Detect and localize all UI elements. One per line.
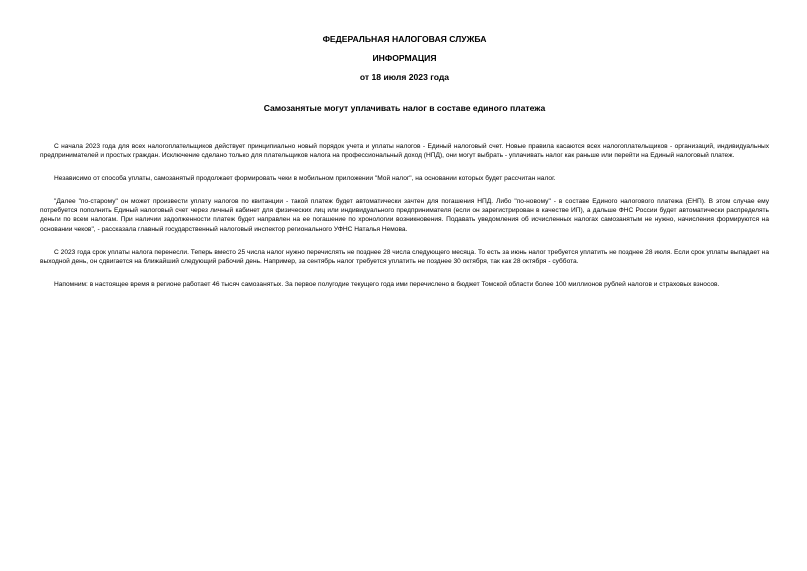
paragraph-receipts: Независимо от способа уплаты, самозанятый продолжает формировать чеки в мобильном приложении "Мой налог", на основании которых будет рассчитан налог. xyxy=(54,175,556,183)
paragraph-deadline: С 2023 года срок уплаты налога перенесли. Теперь вместо 25 числа налог нужно перечислять не позднее 28 числа следующего месяца. То есть за июнь налог требуется уплатить не позднее 28 июля. Если срок уплаты выпадает на выходной день, он сдвигается на ближайший следующий рабочий день. Например, за сентябрь налог требуется уплатить не позднее 30 октября, так как 28 октября - суббота. xyxy=(40,248,769,265)
document-body xyxy=(40,142,769,289)
paragraph-quote: "Далее "по-старому" он может произвести уплату налогов по квитанции - такой платеж будет автоматически зачтен для погашения НПД. Либо "по-новому" - в составе Единого налогового платежа (ЕНП). В этом случае ему потребуется пополнить Единый налоговый счет через личный кабинет для физических лиц или индивидуального предпринимателя (если он зарегистрирован в качестве ИП), а дальше ФНС России будет автоматически распределять деньги по всем налогам. При наличии задолженности платеж будет направлен на ее погашение по хронологии возникновения. Подавать уведомления об исчисленных налогах самозанятым не нужно, начисления формируются на основании чеков", - рассказала главный государственный налоговый инспектор регионального УФНС Наталья Немова. xyxy=(40,197,769,233)
document-date: от 18 июля 2023 года xyxy=(359,72,450,82)
paragraph-ens-intro: С начала 2023 года для всех налогоплательщиков действует принципиально новый порядок учета и уплаты налогов - Единый налоговый счет. Новые правила касаются всех налогоплательщиков - организаций, индивидуальных предпринимателей и простых граждан. Исключение сделано только для плательщиков налога на профессиональный доход (НПД), они могут выбрать - уплачивать налог как раньше или перейти на Единый налоговый платеж. xyxy=(40,143,769,160)
paragraph-statistics: Напомним: в настоящее время в регионе работает 46 тысяч самозанятых. За первое полугодие текущего года ими перечислено в бюджет Томской области более 100 миллионов рублей налогов и страховых взносов. xyxy=(54,280,720,288)
document-type: ИНФОРМАЦИЯ xyxy=(372,53,437,63)
document-headline: Самозанятые могут уплачивать налог в составе единого платежа xyxy=(263,103,546,113)
agency-name: ФЕДЕРАЛЬНАЯ НАЛОГОВАЯ СЛУЖБА xyxy=(322,34,487,44)
